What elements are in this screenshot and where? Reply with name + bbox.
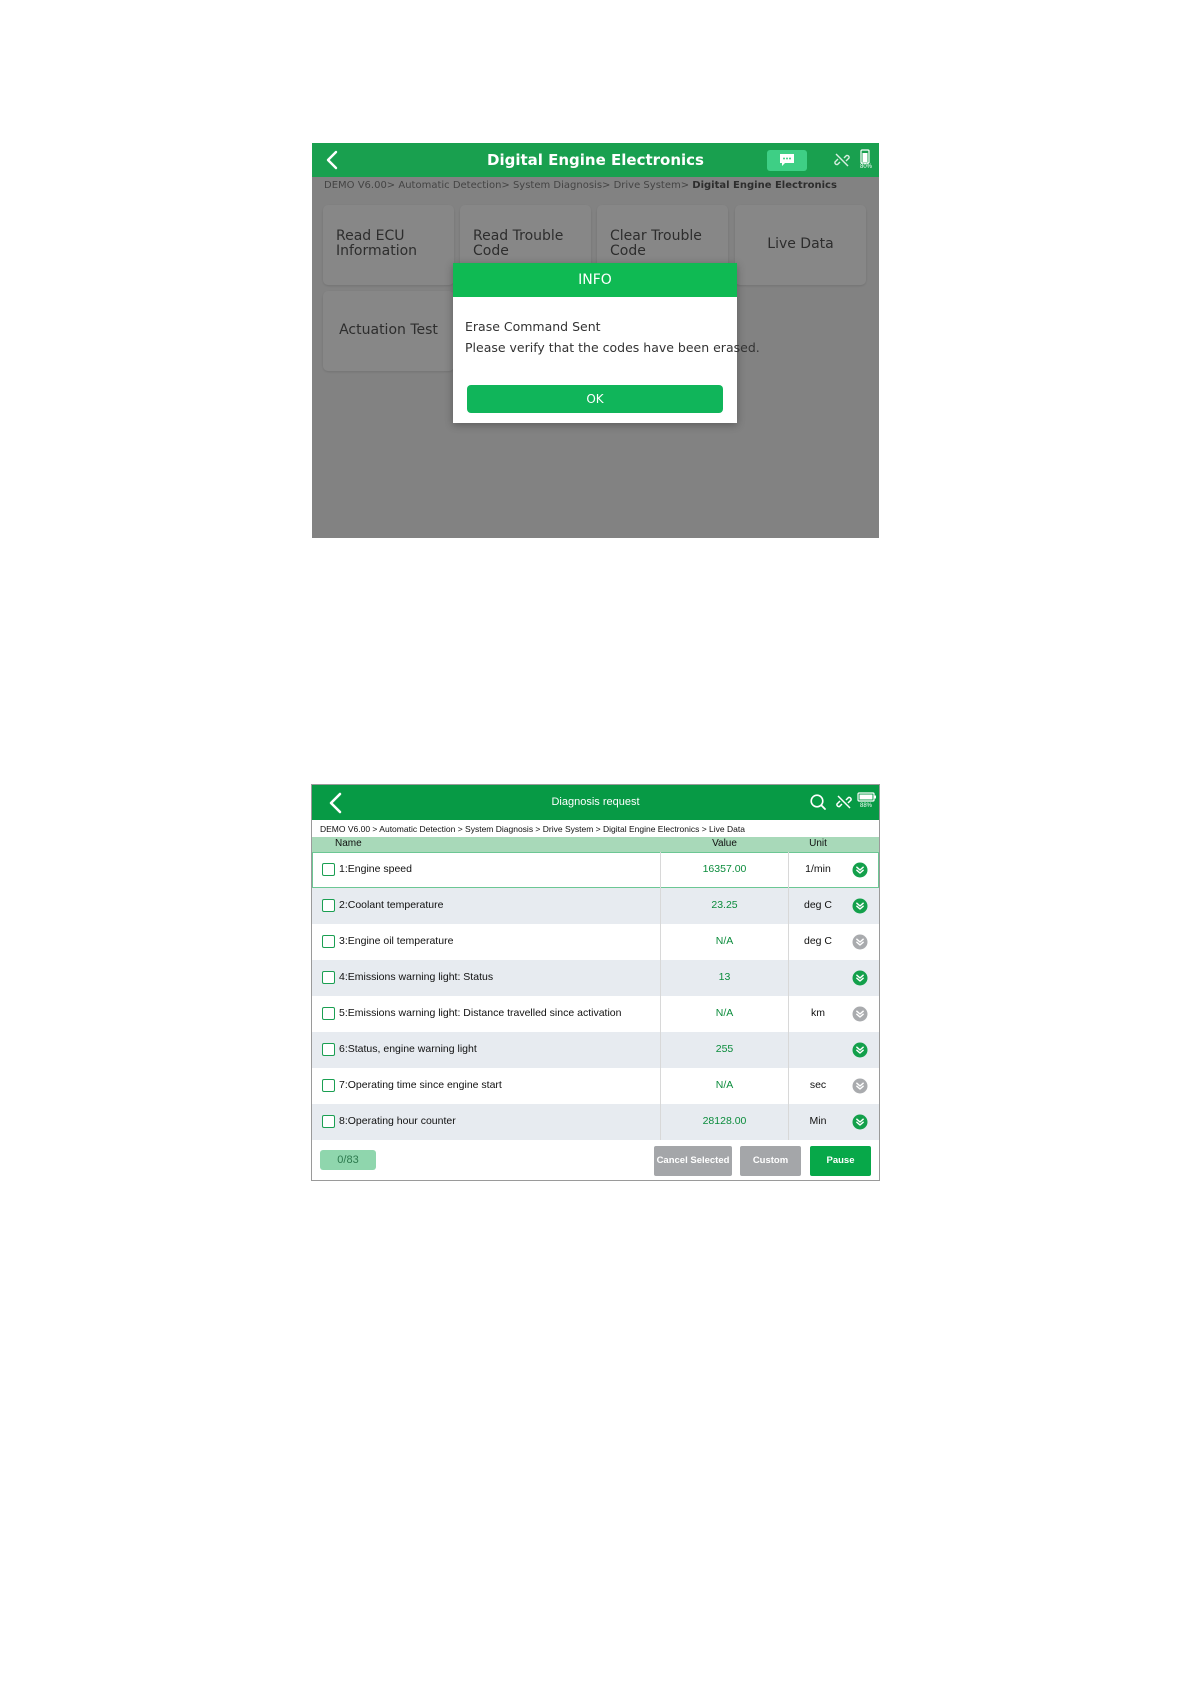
ok-button[interactable]: OK [467, 385, 723, 413]
row-unit: Min [809, 1115, 827, 1127]
info-dialog [453, 263, 760, 423]
app-header [312, 143, 879, 177]
dialog-title: INFO [453, 263, 737, 297]
live-data-screen [311, 784, 880, 1181]
row-unit: sec [809, 1079, 827, 1091]
expand-chevron-icon[interactable] [852, 934, 868, 950]
row-value: 23.25 [711, 899, 738, 911]
row-name: 8:Operating hour counter [339, 1115, 456, 1127]
table-row[interactable] [312, 960, 879, 996]
expand-chevron-icon[interactable] [852, 1042, 868, 1058]
selected-count-badge: 0/83 [320, 1150, 376, 1170]
battery-percentage: 88% [859, 803, 872, 809]
app-header [312, 785, 879, 820]
row-value: 13 [718, 971, 731, 983]
table-row[interactable] [312, 1104, 879, 1140]
page-title: Digital Engine Electronics [487, 151, 704, 169]
column-divider [788, 1032, 789, 1068]
row-value: 16357.00 [702, 863, 747, 875]
column-header-value: Value [712, 838, 737, 849]
page-title: Diagnosis request [551, 796, 640, 808]
disconnected-link-icon [836, 794, 852, 810]
expand-chevron-icon[interactable] [852, 970, 868, 986]
expand-chevron-icon[interactable] [852, 1078, 868, 1094]
live-data-table [312, 852, 879, 1140]
expand-chevron-icon[interactable] [852, 1006, 868, 1022]
row-checkbox[interactable] [322, 899, 335, 912]
breadcrumb: DEMO V6.00 > Automatic Detection > System Diagnosis > Drive System > Digital Engine Electronics > Live Data [320, 824, 745, 834]
column-header-name: Name [335, 838, 362, 849]
row-checkbox[interactable] [322, 1079, 335, 1092]
action-bar [312, 1140, 879, 1180]
pause-button[interactable]: Pause [810, 1146, 871, 1176]
column-divider [788, 960, 789, 996]
cancel-selected-button[interactable]: Cancel Selected [654, 1146, 732, 1176]
dialog-message: Please verify that the codes have been erased. [465, 340, 760, 355]
row-checkbox[interactable] [322, 971, 335, 984]
table-row[interactable] [312, 1032, 879, 1068]
row-unit: deg C [803, 935, 833, 947]
custom-button[interactable]: Custom [740, 1146, 801, 1176]
row-value: N/A [715, 1007, 734, 1019]
row-unit: 1/min [805, 863, 831, 875]
row-name: 6:Status, engine warning light [339, 1043, 477, 1055]
row-checkbox[interactable] [322, 935, 335, 948]
row-unit: deg C [803, 899, 833, 911]
message-button[interactable] [767, 150, 807, 171]
row-value: N/A [715, 1079, 734, 1091]
row-checkbox[interactable] [322, 1007, 335, 1020]
battery-percentage: 80% [859, 164, 872, 170]
dialog-message: Erase Command Sent [465, 319, 601, 334]
row-name: 1:Engine speed [339, 863, 412, 875]
row-checkbox[interactable] [322, 1043, 335, 1056]
table-row[interactable] [312, 852, 879, 888]
table-row[interactable] [312, 888, 879, 924]
row-checkbox[interactable] [322, 863, 335, 876]
row-name: 4:Emissions warning light: Status [339, 971, 494, 983]
table-row[interactable] [312, 1068, 879, 1104]
disconnected-link-icon [834, 152, 850, 168]
row-name: 5:Emissions warning light: Distance travelled since activation [339, 1007, 622, 1019]
table-row[interactable] [312, 924, 879, 960]
expand-chevron-icon[interactable] [852, 862, 868, 878]
expand-chevron-icon[interactable] [852, 898, 868, 914]
row-value: 255 [715, 1043, 734, 1055]
row-checkbox[interactable] [322, 1115, 335, 1128]
row-name: 7:Operating time since engine start [339, 1079, 502, 1091]
search-icon[interactable] [809, 793, 827, 811]
digital-engine-electronics-screen [312, 143, 879, 538]
row-name: 3:Engine oil temperature [339, 935, 454, 947]
expand-chevron-icon[interactable] [852, 1114, 868, 1130]
row-value: 28128.00 [702, 1115, 747, 1127]
column-header-unit: Unit [809, 838, 827, 849]
table-header [312, 837, 879, 852]
row-name: 2:Coolant temperature [339, 899, 444, 911]
row-value: N/A [715, 935, 734, 947]
chat-bubble-icon [779, 153, 795, 167]
row-unit: km [811, 1007, 825, 1019]
table-row[interactable] [312, 996, 879, 1032]
